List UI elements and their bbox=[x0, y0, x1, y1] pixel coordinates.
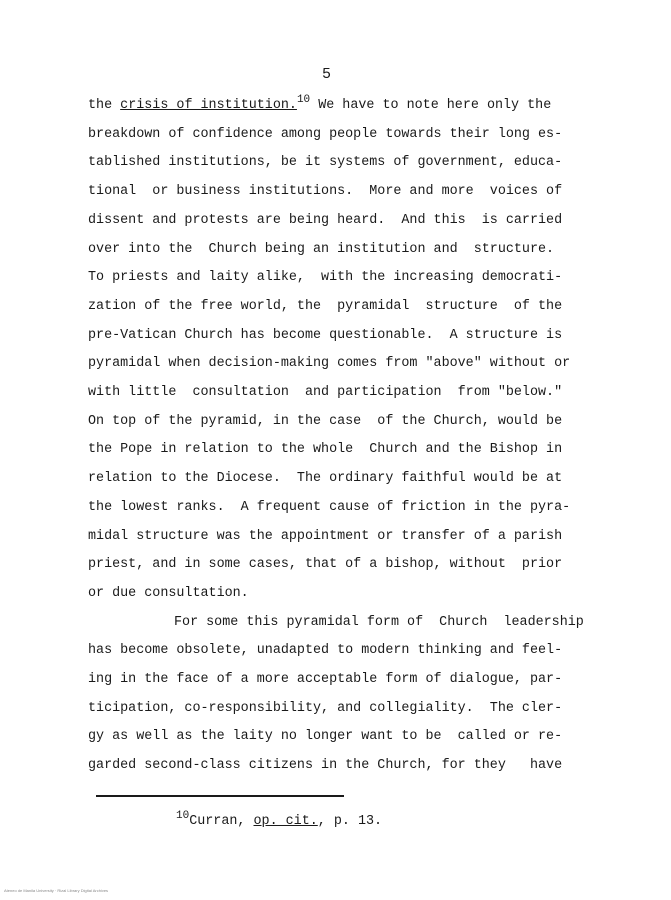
scan-credit: Ateneo de Manila University · Rizal Library Digital Archives bbox=[4, 888, 109, 893]
underlined-term: crisis of institution. bbox=[120, 98, 297, 113]
text-run: We have to note here only the bbox=[310, 98, 552, 113]
text-line: with little consultation and participation from "below." bbox=[88, 385, 563, 401]
footnote-reference: 10 bbox=[296, 94, 311, 106]
text-line: garded second-class citizens in the Church, for they have bbox=[88, 758, 563, 774]
text-line: ing in the face of a more acceptable form of dialogue, par- bbox=[88, 672, 563, 688]
footnote-rule bbox=[96, 795, 344, 797]
footnote-number: 10 bbox=[176, 810, 190, 822]
text-line: To priests and laity alike, with the increasing democrati- bbox=[88, 270, 563, 286]
text-line: the lowest ranks. A frequent cause of friction in the pyra- bbox=[88, 499, 571, 515]
paragraph-first-line: For some this pyramidal form of Church leadership bbox=[174, 614, 584, 630]
text-line: ticipation, co-responsibility, and collegiality. The cler- bbox=[88, 700, 563, 716]
text-line: tablished institutions, be it systems of government, educa- bbox=[88, 155, 563, 171]
text-line: tional or business institutions. More and more voices of bbox=[88, 184, 563, 200]
text-line: breakdown of confidence among people towards their long es- bbox=[88, 126, 563, 142]
body-text bbox=[88, 92, 628, 781]
text-line: dissent and protests are being heard. And this is carried bbox=[88, 212, 563, 228]
text-line: over into the Church being an institution and structure. bbox=[88, 241, 555, 257]
footnote bbox=[176, 810, 383, 829]
text-line: has become obsolete, unadapted to modern thinking and feel- bbox=[88, 643, 563, 659]
text-line: On top of the pyramid, in the case of the Church, would be bbox=[88, 413, 563, 429]
text-line: pre-Vatican Church has become questionable. A structure is bbox=[88, 327, 563, 343]
page-number: 5 bbox=[322, 66, 332, 83]
text-line bbox=[88, 92, 628, 121]
text-line: zation of the free world, the pyramidal structure of the bbox=[88, 298, 563, 314]
text-line: or due consultation. bbox=[88, 585, 249, 601]
text-line: priest, and in some cases, that of a bishop, without prior bbox=[88, 557, 563, 573]
text-line: pyramidal when decision-making comes from "above" without or bbox=[88, 356, 571, 372]
footnote-pages: , p. 13. bbox=[317, 814, 383, 829]
text-line: midal structure was the appointment or transfer of a parish bbox=[88, 528, 563, 544]
text-line: the Pope in relation to the whole Church and the Bishop in bbox=[88, 442, 563, 458]
footnote-author: Curran, bbox=[189, 814, 254, 829]
text-line: relation to the Diocese. The ordinary faithful would be at bbox=[88, 471, 563, 487]
text-run: the bbox=[88, 98, 121, 113]
text-line: gy as well as the laity no longer want to be called or re- bbox=[88, 729, 563, 745]
footnote-abbrev: op. cit. bbox=[253, 814, 318, 829]
